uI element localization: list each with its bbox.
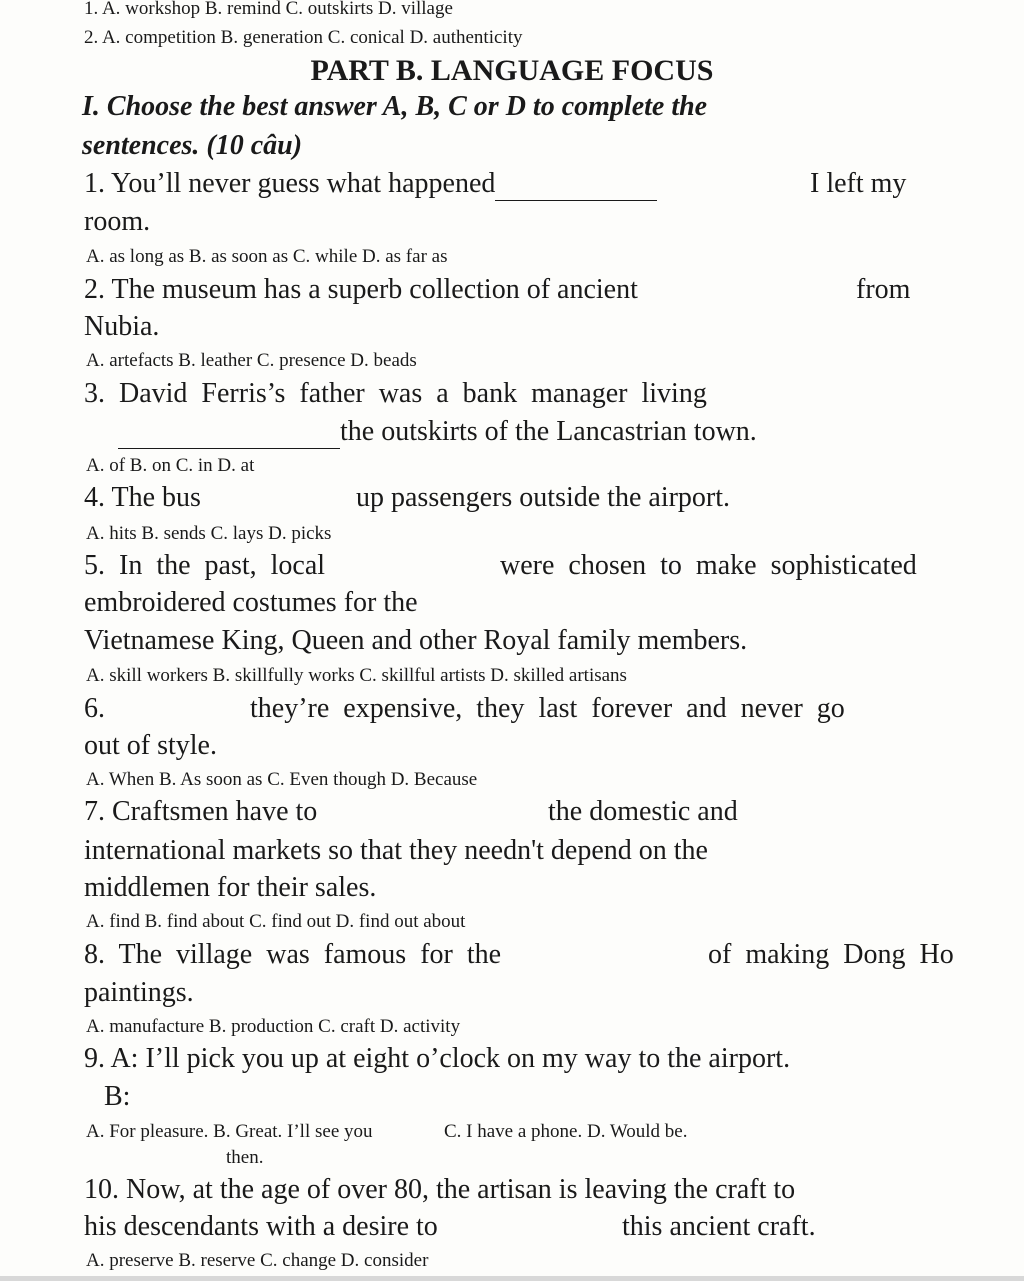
question-1-options: A. as long as B. as soon as C. while D. as far as xyxy=(86,246,448,267)
question-4-end: up passengers outside the airport. xyxy=(356,482,731,513)
question-6-options: A. When B. As soon as C. Even though D. Because xyxy=(86,769,478,790)
question-1-cont: room. xyxy=(84,206,151,237)
question-3-line-2 xyxy=(118,416,757,449)
page-title: PART B. LANGUAGE FOCUS xyxy=(310,54,714,87)
question-6-line-2: out of style. xyxy=(84,730,217,761)
question-5-text: 5. In the past, local xyxy=(84,550,326,581)
question-3-blank xyxy=(118,416,340,449)
question-8-line-2: paintings. xyxy=(84,977,194,1008)
question-2-text: 2. The museum has a superb collection of ancient xyxy=(84,274,638,305)
question-3-text: 3. David Ferris’s father was a bank manager living xyxy=(84,378,707,409)
question-6-text: 6. xyxy=(84,693,105,724)
question-5-end: were chosen to make sophisticated xyxy=(500,550,917,581)
question-4-options: A. hits B. sends C. lays D. picks xyxy=(86,523,332,544)
question-1-start: 1. You’ll never guess what happened xyxy=(84,168,496,199)
question-5-line-3: Vietnamese King, Queen and other Royal family members. xyxy=(84,625,748,656)
question-7-end: the domestic and xyxy=(548,796,738,827)
question-1-text xyxy=(84,168,657,201)
question-2-end: from xyxy=(856,274,911,305)
question-2-cont: Nubia. xyxy=(84,311,160,342)
question-9-options-cont: C. I have a phone. D. Would be. xyxy=(444,1121,688,1142)
question-7-line-2: international markets so that they needn't depend on the xyxy=(84,835,708,866)
part-a-question-1: 1. A. workshop B. remind C. outskirts D. village xyxy=(84,0,453,19)
question-10-options: A. preserve B. reserve C. change D. consider xyxy=(86,1250,429,1271)
question-9-line-2: B: xyxy=(104,1081,131,1112)
question-7-text: 7. Craftsmen have to xyxy=(84,796,318,827)
question-8-end: of making Dong Ho xyxy=(708,939,954,970)
question-9-options-wrap: then. xyxy=(226,1147,264,1168)
page-bottom-edge xyxy=(0,1276,1024,1281)
question-3-end: the outskirts of the Lancastrian town. xyxy=(340,416,757,447)
instruction-line-2: sentences. (10 câu) xyxy=(82,130,303,161)
question-5-line-2: embroidered costumes for the xyxy=(84,587,418,618)
question-1-blank xyxy=(495,168,657,201)
question-9-text: 9. A: I’ll pick you up at eight o’clock on my way to the airport. xyxy=(84,1043,791,1074)
question-6-end: they’re expensive, they last forever and never go xyxy=(250,693,845,724)
instruction-line-1: I. Choose the best answer A, B, C or D to complete the xyxy=(82,91,708,122)
question-7-line-3: middlemen for their sales. xyxy=(84,872,377,903)
question-8-text: 8. The village was famous for the xyxy=(84,939,502,970)
question-3-options: A. of B. on C. in D. at xyxy=(86,455,255,476)
question-4-text: 4. The bus xyxy=(84,482,201,513)
question-9-options: A. For pleasure. B. Great. I’ll see you xyxy=(86,1121,373,1142)
question-1-end: I left my xyxy=(810,168,907,199)
question-8-options: A. manufacture B. production C. craft D. activity xyxy=(86,1016,461,1037)
question-10-line-2: his descendants with a desire to xyxy=(84,1211,438,1242)
question-10-text: 10. Now, at the age of over 80, the artisan is leaving the craft to xyxy=(84,1174,796,1205)
question-2-options: A. artefacts B. leather C. presence D. beads xyxy=(86,350,417,371)
question-10-end: this ancient craft. xyxy=(622,1211,816,1242)
question-5-options: A. skill workers B. skillfully works C. skillful artists D. skilled artisans xyxy=(86,665,627,686)
part-a-question-2: 2. A. competition B. generation C. conical D. authenticity xyxy=(84,27,523,48)
question-7-options: A. find B. find about C. find out D. find out about xyxy=(86,911,466,932)
